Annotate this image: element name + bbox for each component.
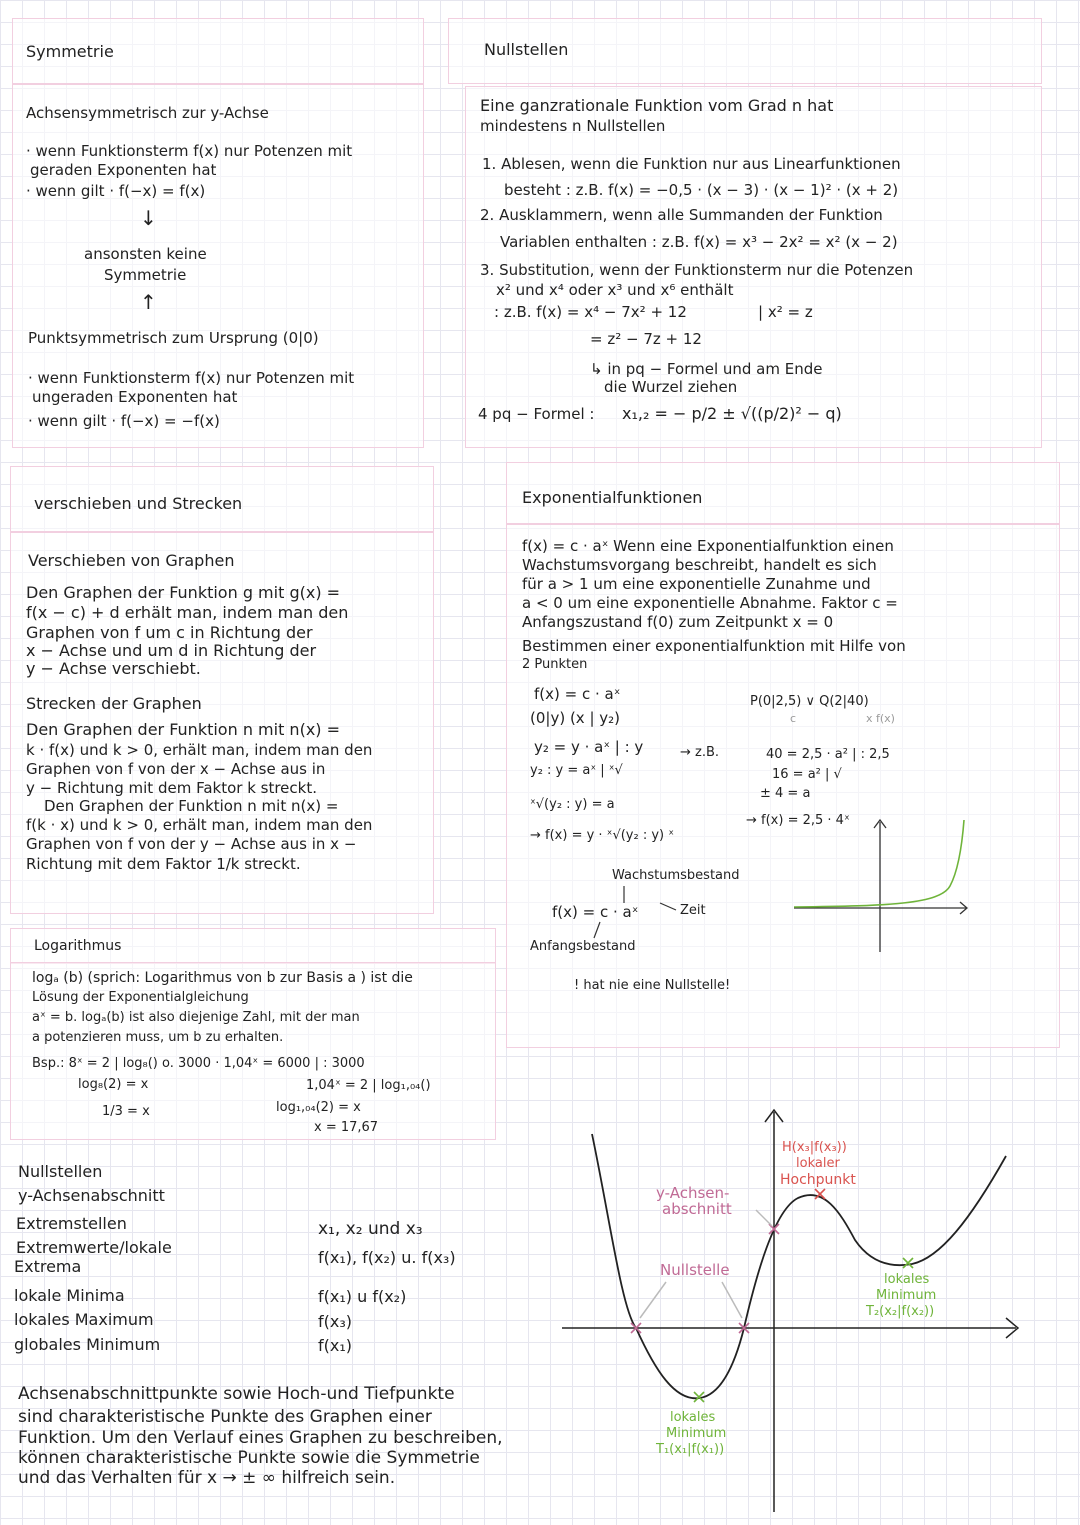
exponential-derive1: f(x) = c · aˣ [534, 685, 621, 703]
exponential-wachstum: Wachstumsbestand [612, 868, 740, 883]
exponential-points: P(0|2,5) ∨ Q(2|40) [750, 694, 869, 709]
exponential-derive5: ˣ√(y₂ : y) = a [530, 797, 615, 812]
strecken-sub2: Strecken der Graphen [26, 694, 202, 713]
value-globales-minimum: f(x₁) [318, 1336, 352, 1355]
logarithmus-line1: logₐ (b) (sprich: Logarithmus von b zur Basis a ) ist die [32, 970, 413, 986]
term-extrema: Extrema [14, 1257, 82, 1276]
strecken-line1: Den Graphen der Funktion n mit n(x) = [26, 720, 341, 739]
arrow-up-icon: ↑ [140, 290, 157, 314]
exponential-zb: → z.B. [680, 745, 720, 760]
nullstellen-item3-line4: = z² − 7z + 12 [590, 330, 702, 348]
term-extremstellen: Extremstellen [16, 1214, 127, 1233]
graph-label-hoch-2: lokaler [796, 1156, 840, 1171]
logarithmus-box [10, 962, 496, 1140]
exponential-derive3: y₂ = y · aˣ | : y [534, 738, 644, 756]
summary-line2: sind charakteristische Punkte des Graphen einer [18, 1407, 432, 1427]
nullstellen-item3-line6: die Wurzel ziehen [604, 378, 738, 396]
exponential-ex4: → f(x) = 2,5 · 4ˣ [746, 813, 850, 828]
graph-label-min1-2: Minimum [666, 1426, 727, 1441]
logarithmus-bsp5: log₁,₀₄(2) = x [276, 1100, 361, 1115]
graph-label-y-intercept-1: y-Achsen- [656, 1184, 730, 1202]
symmetrie-achse-line3: · wenn gilt · f(−x) = f(x) [26, 182, 206, 200]
logarithmus-bsp3: 1,04ˣ = 2 | log₁,₀₄() [306, 1078, 431, 1093]
summary-line3: Funktion. Um den Verlauf eines Graphen zu beschreiben, [18, 1428, 503, 1448]
symmetrie-achse-line2: geraden Exponenten hat [30, 161, 217, 179]
logarithmus-line3: aˣ = b. logₐ(b) ist also diejenige Zahl, mit der man [32, 1010, 360, 1025]
graph-label-y-intercept-2: abschnitt [662, 1200, 732, 1218]
nullstellen-item3-sub: | x² = z [758, 303, 813, 321]
nullstellen-item2-line1: 2. Ausklammern, wenn alle Summanden der Funktion [480, 206, 883, 224]
term-nullstellen: Nullstellen [18, 1162, 103, 1181]
strecken-line7: Graphen von f von der y − Achse aus in x − [26, 835, 357, 853]
exponential-ex3: ± 4 = a [760, 786, 811, 801]
logarithmus-bsp2: log₈(2) = x [78, 1077, 149, 1092]
exponential-p2: Wachstumsvorgang beschreibt, handelt es sich [522, 556, 877, 574]
symmetrie-achse-line1: · wenn Funktionsterm f(x) nur Potenzen mit [26, 142, 353, 160]
value-extremwerte: f(x₁), f(x₂) u. f(x₃) [318, 1248, 456, 1267]
symmetrie-punkt-line2: ungeraden Exponenten hat [32, 388, 238, 406]
graph-label-min2-1: lokales [884, 1272, 930, 1287]
logarithmus-bsp4: 1/3 = x [102, 1104, 150, 1119]
verschieben-sub1: Verschieben von Graphen [28, 551, 235, 570]
graph-label-hoch-3: Hochpunkt [780, 1172, 856, 1188]
symmetrie-achse-heading: Achsensymmetrisch zur y-Achse [26, 104, 269, 122]
strecken-line2: k · f(x) und k > 0, erhält man, indem man den [26, 741, 373, 759]
exponential-p3: für a > 1 um eine exponentielle Zunahme und [522, 575, 871, 593]
graph-label-min2-3: T₂(x₂|f(x₂)) [866, 1304, 935, 1319]
nullstellen-pq-label: 4 pq − Formel : [478, 405, 595, 423]
function-graph [560, 1100, 1030, 1520]
value-lokale-minima: f(x₁) u f(x₂) [318, 1287, 407, 1306]
nullstellen-item3-line2: x² und x⁴ oder x³ und x⁶ enthält [496, 281, 734, 299]
logarithmus-line2: Lösung der Exponentialgleichung [32, 990, 249, 1005]
strecken-line5: Den Graphen der Funktion n mit n(x) = [44, 797, 339, 815]
exponential-anfang: Anfangsbestand [530, 939, 636, 954]
exponential-p7: 2 Punkten [522, 657, 588, 672]
arrow-down-icon: ↓ [140, 206, 157, 230]
exponential-ex1: 40 = 2,5 · a² | : 2,5 [766, 747, 890, 762]
nullstellen-item3-line1: 3. Substitution, wenn der Funktionsterm nur die Potenzen [480, 261, 914, 279]
symmetrie-punkt-line3: · wenn gilt · f(−x) = −f(x) [28, 412, 220, 430]
exponential-formula: f(x) = c · aˣ [552, 903, 639, 921]
verschieben-line2: f(x − c) + d erhält man, indem man den [26, 603, 349, 622]
nullstellen-pq-formula: x₁,₂ = − p/2 ± √((p/2)² − q) [622, 404, 842, 423]
nullstellen-item3-line3: : z.B. f(x) = x⁴ − 7x² + 12 [494, 303, 687, 321]
term-y-achsenabschnitt: y-Achsenabschnitt [18, 1186, 165, 1205]
graph-label-min1-1: lokales [670, 1410, 716, 1425]
exponential-derive4: y₂ : y = aˣ | ˣ√ [530, 763, 623, 778]
exponential-p1: f(x) = c · aˣ Wenn eine Exponentialfunktion einen [522, 537, 894, 555]
logarithmus-line4: a potenzieren muss, um b zu erhalten. [32, 1030, 284, 1045]
exponential-keine-nullstelle: ! hat nie eine Nullstelle! [574, 978, 731, 993]
graph-label-nullstelle: Nullstelle [660, 1261, 730, 1279]
nullstellen-intro-line1: Eine ganzrationale Funktion vom Grad n hat [480, 96, 834, 115]
term-globales-minimum: globales Minimum [14, 1335, 161, 1354]
exponential-c-label: c [790, 712, 797, 725]
strecken-line4: y − Richtung mit dem Faktor k streckt. [26, 779, 317, 797]
exponential-zeit: Zeit [680, 903, 706, 918]
symmetrie-none-line2: Symmetrie [104, 266, 187, 284]
nullstellen-item1-line1: 1. Ablesen, wenn die Funktion nur aus Linearfunktionen [482, 155, 901, 173]
verschieben-line4: x − Achse und um d in Richtung der [26, 641, 317, 660]
strecken-line6: f(k · x) und k > 0, erhält man, indem man den [26, 816, 373, 834]
logarithmus-title: Logarithmus [34, 938, 122, 954]
graph-label-min1-3: T₁(x₁|f(x₁)) [656, 1442, 725, 1457]
exponential-ex2: 16 = a² | √ [772, 767, 842, 782]
term-extremwerte: Extremwerte/lokale [16, 1238, 172, 1257]
term-lokale-minima: lokale Minima [14, 1286, 125, 1305]
nullstellen-intro-line2: mindestens n Nullstellen [480, 117, 666, 135]
verschieben-line1: Den Graphen der Funktion g mit g(x) = [26, 583, 341, 602]
exponential-title: Exponentialfunktionen [522, 488, 703, 507]
nullstellen-title: Nullstellen [484, 40, 569, 59]
logarithmus-bsp1: Bsp.: 8ˣ = 2 | log₈() o. 3000 · 1,04ˣ = 6000 | : 3000 [32, 1056, 365, 1071]
exponential-p6: Bestimmen einer exponentialfunktion mit Hilfe von [522, 637, 906, 655]
symmetrie-title: Symmetrie [26, 42, 114, 61]
summary-line1: Achsenabschnittpunkte sowie Hoch-und Tiefpunkte [18, 1384, 455, 1404]
value-lokales-maximum: f(x₃) [318, 1312, 352, 1331]
nullstellen-item1-line2: besteht : z.B. f(x) = −0,5 · (x − 3) · (x − 1)² · (x + 2) [504, 181, 899, 199]
term-lokales-maximum: lokales Maximum [14, 1310, 154, 1329]
exponential-curve [794, 820, 964, 907]
strecken-line8: Richtung mit dem Faktor 1/k streckt. [26, 855, 301, 873]
symmetrie-punkt-heading: Punktsymmetrisch zum Ursprung (0|0) [28, 329, 319, 347]
verschieben-title: verschieben und Strecken [34, 494, 243, 513]
graph-label-hoch-1: H(x₃|f(x₃)) [782, 1140, 847, 1155]
exponential-p4: a < 0 um eine exponentielle Abnahme. Faktor c = [522, 594, 898, 612]
nullstellen-item2-line2: Variablen enthalten : z.B. f(x) = x³ − 2x² = x² (x − 2) [500, 233, 898, 251]
symmetrie-none-line1: ansonsten keine [84, 245, 207, 263]
logarithmus-bsp6: x = 17,67 [314, 1120, 379, 1135]
verschieben-line3: Graphen von f um c in Richtung der [26, 623, 313, 642]
nullstellen-item3-line5: ↳ in pq − Formel und am Ende [590, 360, 823, 378]
exponential-fx-label: x f(x) [866, 712, 895, 725]
verschieben-line5: y − Achse verschiebt. [26, 659, 201, 678]
value-extremstellen: x₁, x₂ und x₃ [318, 1219, 423, 1239]
min-marker-2 [903, 1258, 913, 1268]
graph-label-min2-2: Minimum [876, 1288, 937, 1303]
summary-line5: und das Verhalten für x → ± ∞ hilfreich sein. [18, 1468, 396, 1488]
summary-line4: können charakteristische Punkte sowie die Symmetrie [18, 1448, 480, 1468]
exponential-derive2: (0|y) (x | y₂) [530, 709, 621, 727]
exponential-graph [790, 816, 990, 956]
exponential-derive6: → f(x) = y · ˣ√(y₂ : y) ˣ [530, 828, 675, 843]
symmetrie-punkt-line1: · wenn Funktionsterm f(x) nur Potenzen mit [28, 369, 355, 387]
exponential-p5: Anfangszustand f(0) zum Zeitpunkt x = 0 [522, 613, 834, 631]
strecken-line3: Graphen von f von der x − Achse aus in [26, 760, 326, 778]
